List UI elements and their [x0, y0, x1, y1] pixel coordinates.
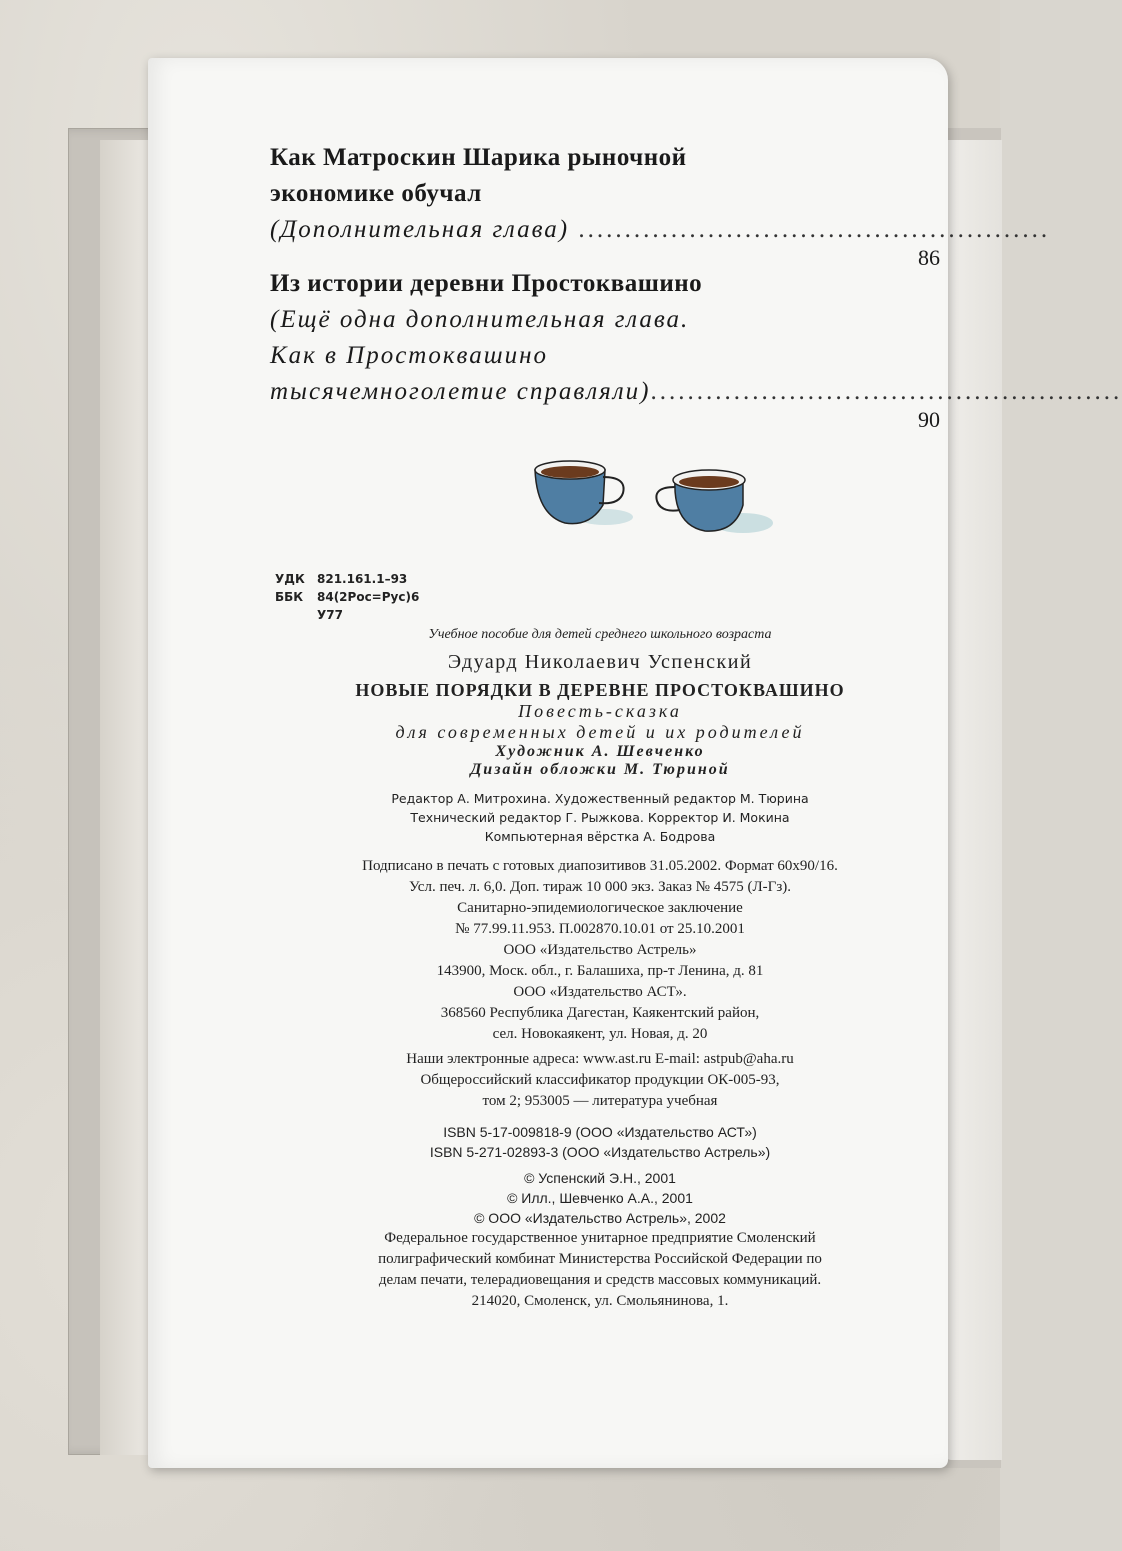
classification-value: У77: [317, 608, 343, 622]
publisher-name: ООО «Издательство АСТ».: [513, 984, 687, 1000]
toc-page-number: 90: [918, 407, 940, 432]
toc-entry-subtitle: тысячемноголетие справляли): [270, 378, 651, 405]
isbn: ISBN 5-271-02893-3 (ООО «Издательство Астрель»): [429, 1144, 771, 1160]
sanitary-info: № 77.99.11.953. П.002870.10.01 от 25.10.2001: [455, 921, 745, 937]
classification-value: 821.161.1–93: [317, 572, 408, 586]
toc-entry: [270, 266, 1122, 438]
book-author: Эдуард Николаевич Успенский: [447, 651, 753, 673]
classification-value: 84(2Рос=Рус)6: [317, 590, 420, 604]
toc-entry: [270, 140, 1051, 276]
printer-info: делам печати, телерадиовещания и средств массовых коммуникаций.: [378, 1272, 822, 1288]
book-genre: Повесть-сказка: [518, 701, 682, 721]
cover-credit: Дизайн обложки М. Тюриной: [470, 761, 730, 778]
classifier-info: том 2; 953005 — литература учебная: [482, 1093, 718, 1109]
next-page-edge: [942, 140, 1002, 1460]
bbk-row: [275, 588, 925, 606]
editors-line: Редактор А. Митрохина. Художественный редактор М. Тюрина: [391, 791, 809, 806]
toc-entry-subtitle: (Дополнительная глава): [270, 216, 570, 243]
editors-line: Компьютерная вёрстка А. Бодрова: [484, 829, 716, 844]
editors-line: Технический редактор Г. Рыжкова. Корректор И. Мокина: [410, 810, 790, 825]
sanitary-info: Санитарно-эпидемиологическое заключение: [457, 900, 743, 916]
toc-leader-dots: ...................................................: [650, 378, 1122, 405]
toc-entry-title: Как Матроскин Шарика рыночной: [270, 144, 687, 171]
printer-info: полиграфический комбинат Министерства Российской Федерации по: [378, 1251, 822, 1267]
toc-leader-dots: ...................................................: [569, 216, 1051, 243]
author-sign-row: [275, 606, 925, 624]
book-title: НОВЫЕ ПОРЯДКИ В ДЕРЕВНЕ ПРОСТОКВАШИНО: [355, 680, 845, 700]
publisher-name: ООО «Издательство Астрель»: [503, 942, 697, 958]
toc-entry-line: [270, 212, 1051, 248]
isbn: ISBN 5-17-009818-9 (ООО «Издательство АСТ»): [443, 1124, 757, 1140]
coffee-cups-illustration: [525, 455, 785, 555]
print-info: Усл. печ. л. 6,0. Доп. тираж 10 000 экз. Заказ № 4575 (Л-Гз).: [408, 879, 791, 895]
printer-info: 214020, Смоленск, ул. Смольянинова, 1.: [471, 1293, 729, 1309]
table-of-contents: [270, 140, 1122, 450]
toc-entry-title: Из истории деревни Простоквашино: [270, 270, 703, 297]
book-genre-2: для современных детей и их родителей: [395, 722, 805, 742]
printer-info: Федеральное государственное унитарное предприятие Смоленский: [384, 1230, 816, 1246]
toc-page-number: 86: [918, 245, 940, 270]
copyright: © Илл., Шевченко А.А., 2001: [507, 1190, 693, 1206]
classification-label: УДК: [275, 572, 305, 586]
imprint-block: [275, 570, 925, 1312]
udk-row: [275, 570, 925, 588]
toc-entry-title: экономике обучал: [270, 180, 482, 207]
print-info: Подписано в печать с готовых диапозитивов 31.05.2002. Формат 60x90/16.: [362, 858, 838, 874]
toc-entry-line: [270, 374, 1122, 410]
copyright: © Успенский Э.Н., 2001: [524, 1170, 676, 1186]
publisher-address: сел. Новокаякент, ул. Новая, д. 20: [492, 1026, 708, 1042]
copyright: © ООО «Издательство Астрель», 2002: [474, 1210, 726, 1226]
artist-credit: Художник А. Шевченко: [495, 743, 705, 760]
audience-note: Учебное пособие для детей среднего школьного возраста: [428, 627, 772, 642]
toc-entry-subtitle: Как в Простоквашино: [270, 342, 549, 369]
toc-entry-subtitle: (Ещё одна дополнительная глава.: [270, 306, 690, 333]
classifier-info: Общероссийский классификатор продукции ОК-005-93,: [420, 1072, 780, 1088]
publisher-address: 368560 Республика Дагестан, Каякентский район,: [440, 1005, 760, 1021]
publisher-address: 143900, Моск. обл., г. Балашиха, пр-т Ленина, д. 81: [436, 963, 764, 979]
classification-label: ББК: [275, 590, 304, 604]
web-addresses: Наши электронные адреса: www.ast.ru E-mail: astpub@aha.ru: [406, 1051, 794, 1067]
